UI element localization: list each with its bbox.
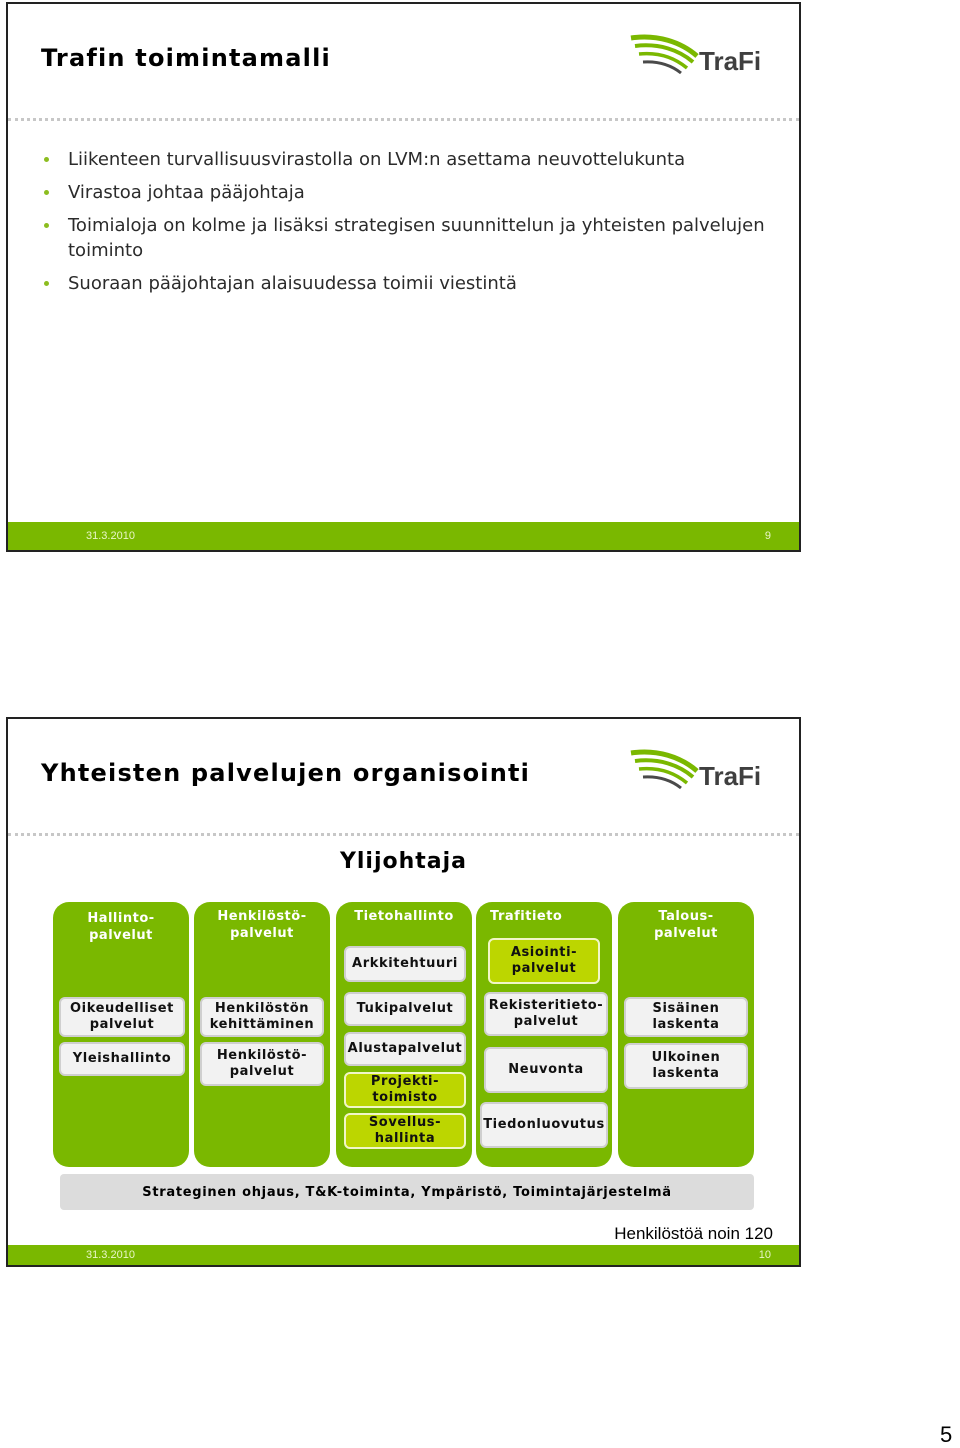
unit-box: Yleishallinto	[59, 1042, 185, 1076]
strategy-bar: Strateginen ohjaus, T&K-toiminta, Ympäristö, Toimintajärjestelmä	[60, 1174, 754, 1210]
unit-box: Henkilöstön kehittäminen	[200, 997, 324, 1037]
slide-title: Trafin toimintamalli	[41, 44, 331, 72]
unit-box: Sovellus- hallinta	[344, 1113, 466, 1149]
slide-10	[6, 717, 801, 1267]
unit-box: Neuvonta	[484, 1047, 608, 1093]
divider	[8, 118, 799, 121]
unit-box: Tiedonluovutus	[480, 1102, 608, 1148]
unit-box: Ulkoinen laskenta	[624, 1043, 748, 1089]
unit-box: Projekti- toimisto	[344, 1072, 466, 1108]
svg-text:TraFi: TraFi	[699, 761, 762, 791]
column-header: Hallinto- palvelut	[87, 911, 155, 943]
column-header: Henkilöstö- palvelut	[217, 909, 307, 941]
unit-box: Rekisteritieto- palvelut	[484, 992, 608, 1036]
slide-number: 10	[758, 1249, 771, 1261]
bullet-list	[40, 147, 780, 304]
slide-title: Yhteisten palvelujen organisointi	[41, 759, 531, 787]
unit-box: Alustapalvelut	[344, 1032, 466, 1066]
unit-box: Tukipalvelut	[344, 992, 466, 1026]
org-head-ylijohtaja: Ylijohtaja	[339, 849, 468, 874]
svg-text:TraFi: TraFi	[699, 46, 762, 76]
column-trafitieto	[476, 902, 612, 1167]
column-hallintopalvelut	[53, 902, 189, 1167]
bullet-item: Virastoa johtaa pääjohtaja	[40, 180, 780, 205]
footer-bar	[8, 522, 799, 550]
column-header: Talous- palvelut	[654, 909, 718, 941]
trafi-logo	[629, 741, 769, 801]
divider	[8, 833, 799, 836]
column-header: Tietohallinto	[354, 909, 454, 924]
unit-box: Arkkitehtuuri	[344, 946, 466, 982]
column-talouspalvelut	[618, 902, 754, 1167]
slide-9	[6, 2, 801, 552]
page-number: 5	[940, 1422, 953, 1447]
unit-box: Oikeudelliset palvelut	[59, 997, 185, 1037]
unit-box: Henkilöstö- palvelut	[200, 1042, 324, 1086]
footer-date: 31.3.2010	[86, 1249, 135, 1261]
footer-date: 31.3.2010	[86, 530, 135, 542]
unit-box: Sisäinen laskenta	[624, 997, 748, 1037]
footer-bar	[8, 1245, 799, 1265]
unit-box: Asiointi- palvelut	[488, 938, 600, 984]
staff-count: Henkilöstöä noin 120	[614, 1224, 773, 1243]
column-henkilostopalvelut	[194, 902, 330, 1167]
bullet-item: Toimialoja on kolme ja lisäksi strategisen suunnittelun ja yhteisten palvelujen toiminto	[40, 213, 780, 263]
column-header: Trafitieto	[490, 909, 563, 924]
slide-number: 9	[764, 530, 771, 542]
trafi-logo	[629, 26, 769, 86]
column-tietohallinto	[336, 902, 472, 1167]
bullet-item: Liikenteen turvallisuusvirastolla on LVM:n asettama neuvottelukunta	[40, 147, 780, 172]
bullet-item: Suoraan pääjohtajan alaisuudessa toimii viestintä	[40, 271, 780, 296]
